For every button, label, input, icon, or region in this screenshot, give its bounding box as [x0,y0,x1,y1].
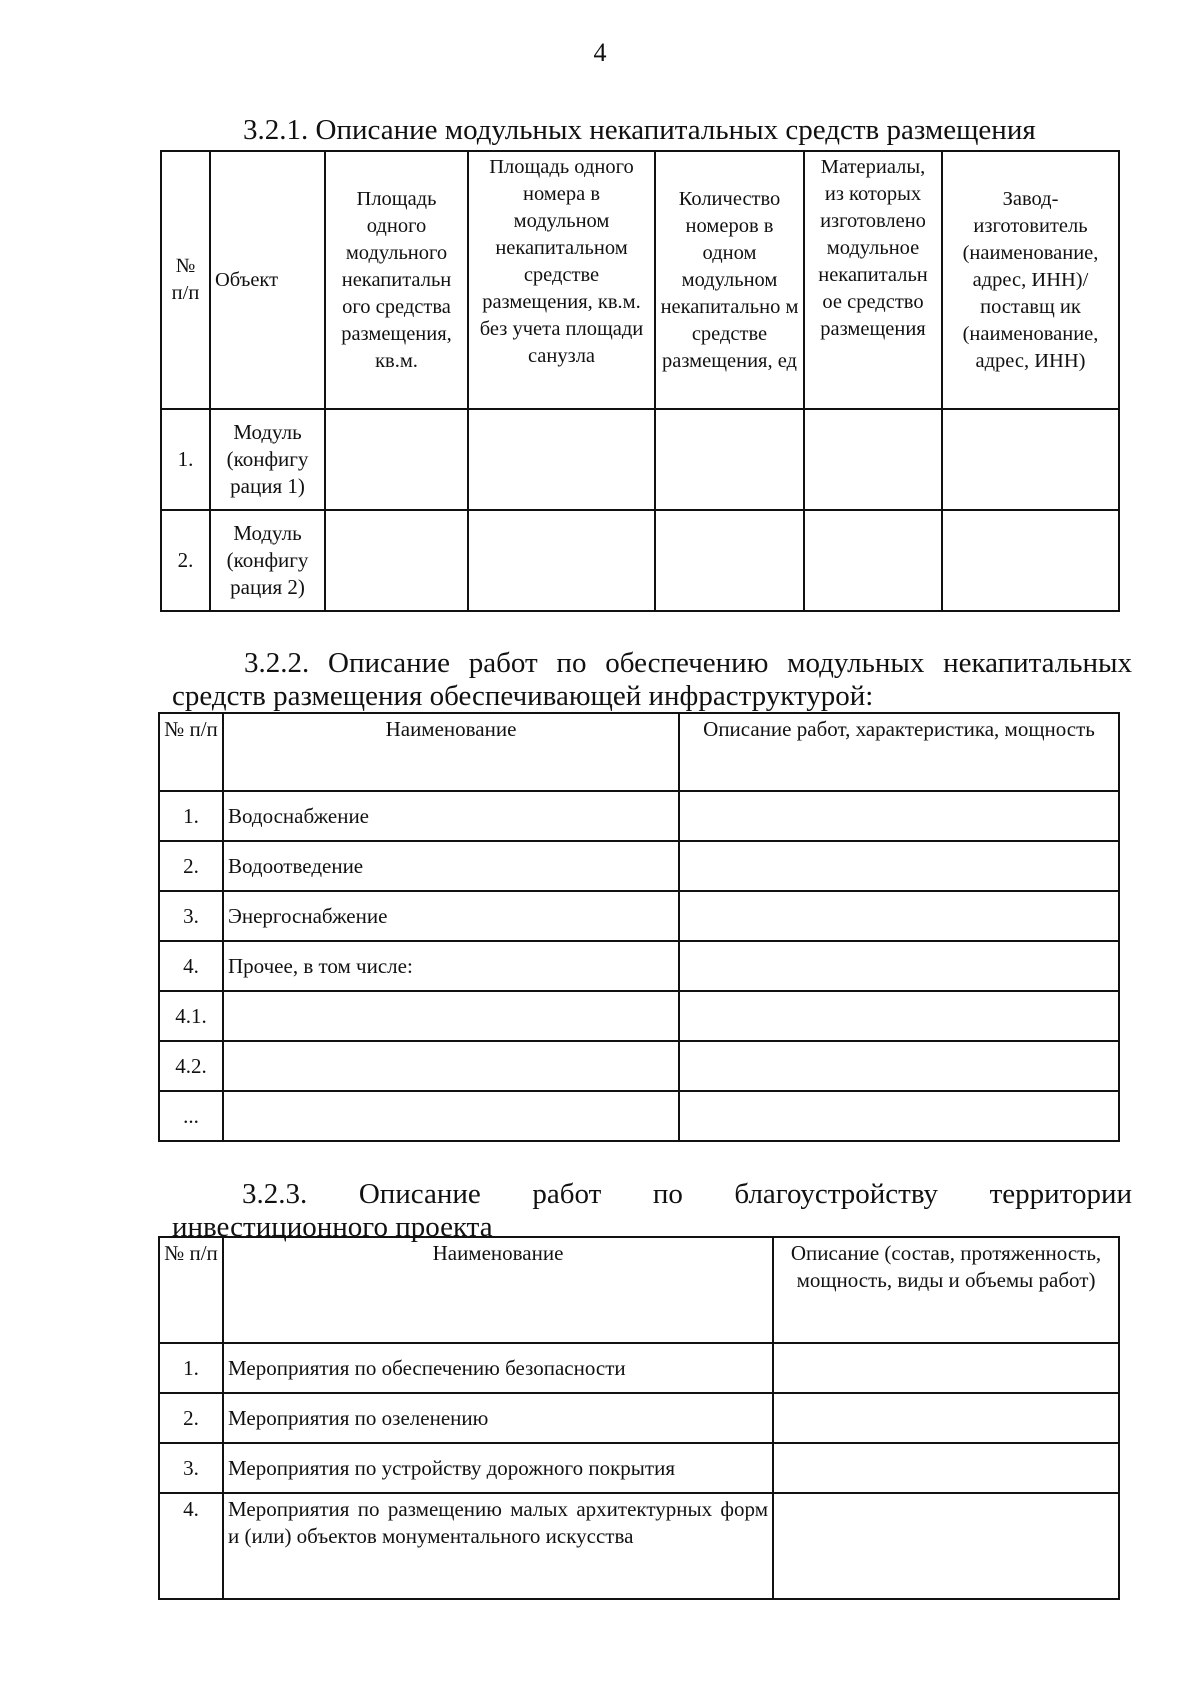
landscaping-table [158,1236,1120,1600]
col-header-materials: Материалы, из которых изготовлено модульное некапитальн ое средство размещения [804,151,942,409]
empty-cell [468,510,655,611]
row-object: Модуль (конфигу рация 1) [210,409,325,510]
empty-cell [679,1091,1119,1141]
empty-cell [773,1493,1119,1599]
table-row [159,941,1119,991]
table-row [159,1091,1119,1141]
row-name: Прочее, в том числе: [223,941,679,991]
modules-table [160,150,1120,612]
empty-cell [773,1443,1119,1493]
empty-cell [325,409,468,510]
empty-cell [655,409,804,510]
page-number: 4 [593,38,607,67]
empty-cell [679,891,1119,941]
table-row [159,991,1119,1041]
empty-cell [679,991,1119,1041]
empty-cell [773,1343,1119,1393]
table-row [159,1343,1119,1393]
row-number: 2. [159,1393,223,1443]
row-number: 1. [159,1343,223,1393]
col-header-manufacturer: Завод-изготовитель (наименование, адрес, ИНН)/поставщ ик (наименование, адрес, ИНН) [942,151,1119,409]
row-number: 1. [161,409,210,510]
table-header-row [159,713,1119,791]
table-row [161,510,1119,611]
col-header-number: № п/п [161,151,210,409]
row-number: 4.1. [159,991,223,1041]
table-row [159,1393,1119,1443]
table-row [159,791,1119,841]
empty-cell [942,510,1119,611]
row-number: 2. [159,841,223,891]
col-header-object: Объект [210,151,325,409]
section-title-3-2-1: 3.2.1. Описание модульных некапитальных средств размещения [243,114,1036,146]
section-title-line: средств размещения обеспечивающей инфраструктурой: [172,680,874,712]
table-row [161,409,1119,510]
row-number: 1. [159,791,223,841]
empty-cell [942,409,1119,510]
row-number: ... [159,1091,223,1141]
table-header-row [159,1237,1119,1343]
row-name [223,1091,679,1141]
row-number: 4. [159,941,223,991]
col-header-room-count: Количество номеров в одном модульном некапитально м средстве размещения, ед [655,151,804,409]
table-row [159,1041,1119,1091]
col-header-description: Описание (состав, протяженность, мощность, виды и объемы работ) [773,1237,1119,1343]
section-title-3-2-3 [172,1178,1132,1244]
empty-cell [468,409,655,510]
section-title-line: 3.2.3. Описание работ по благоустройству территории [242,1178,1132,1210]
section-title-line: инвестиционного проекта [172,1211,493,1243]
row-name: Мероприятия по размещению малых архитектурных форм и (или) объектов монументального искусства [223,1493,773,1599]
empty-cell [804,409,942,510]
table-row [159,1493,1119,1599]
table-row [159,891,1119,941]
empty-cell [679,841,1119,891]
empty-cell [325,510,468,611]
row-name: Мероприятия по устройству дорожного покрытия [223,1443,773,1493]
empty-cell [773,1393,1119,1443]
table-row [159,841,1119,891]
row-name: Энергоснабжение [223,891,679,941]
row-name [223,991,679,1041]
row-name: Мероприятия по обеспечению безопасности [223,1343,773,1393]
row-number: 3. [159,1443,223,1493]
empty-cell [679,791,1119,841]
col-header-module-area: Площадь одного модульного некапитальн ого средства размещения, кв.м. [325,151,468,409]
col-header-name: Наименование [223,1237,773,1343]
col-header-number: № п/п [159,713,223,791]
section-title-line: 3.2.2. Описание работ по обеспечению модульных некапитальных [244,647,1132,679]
row-name: Мероприятия по озеленению [223,1393,773,1443]
row-number: 4. [159,1493,223,1599]
col-header-room-area: Площадь одного номера в модульном некапитальном средстве размещения, кв.м. без учета площади санузла [468,151,655,409]
empty-cell [655,510,804,611]
empty-cell [679,941,1119,991]
row-number: 3. [159,891,223,941]
row-number: 2. [161,510,210,611]
infrastructure-table [158,712,1120,1142]
table-header-row [161,151,1119,409]
row-object: Модуль (конфигу рация 2) [210,510,325,611]
col-header-number: № п/п [159,1237,223,1343]
row-name: Водоотведение [223,841,679,891]
col-header-name: Наименование [223,713,679,791]
col-header-description: Описание работ, характеристика, мощность [679,713,1119,791]
table-row [159,1443,1119,1493]
empty-cell [804,510,942,611]
row-name [223,1041,679,1091]
empty-cell [679,1041,1119,1091]
row-name: Водоснабжение [223,791,679,841]
row-number: 4.2. [159,1041,223,1091]
section-title-3-2-2 [172,647,1132,713]
